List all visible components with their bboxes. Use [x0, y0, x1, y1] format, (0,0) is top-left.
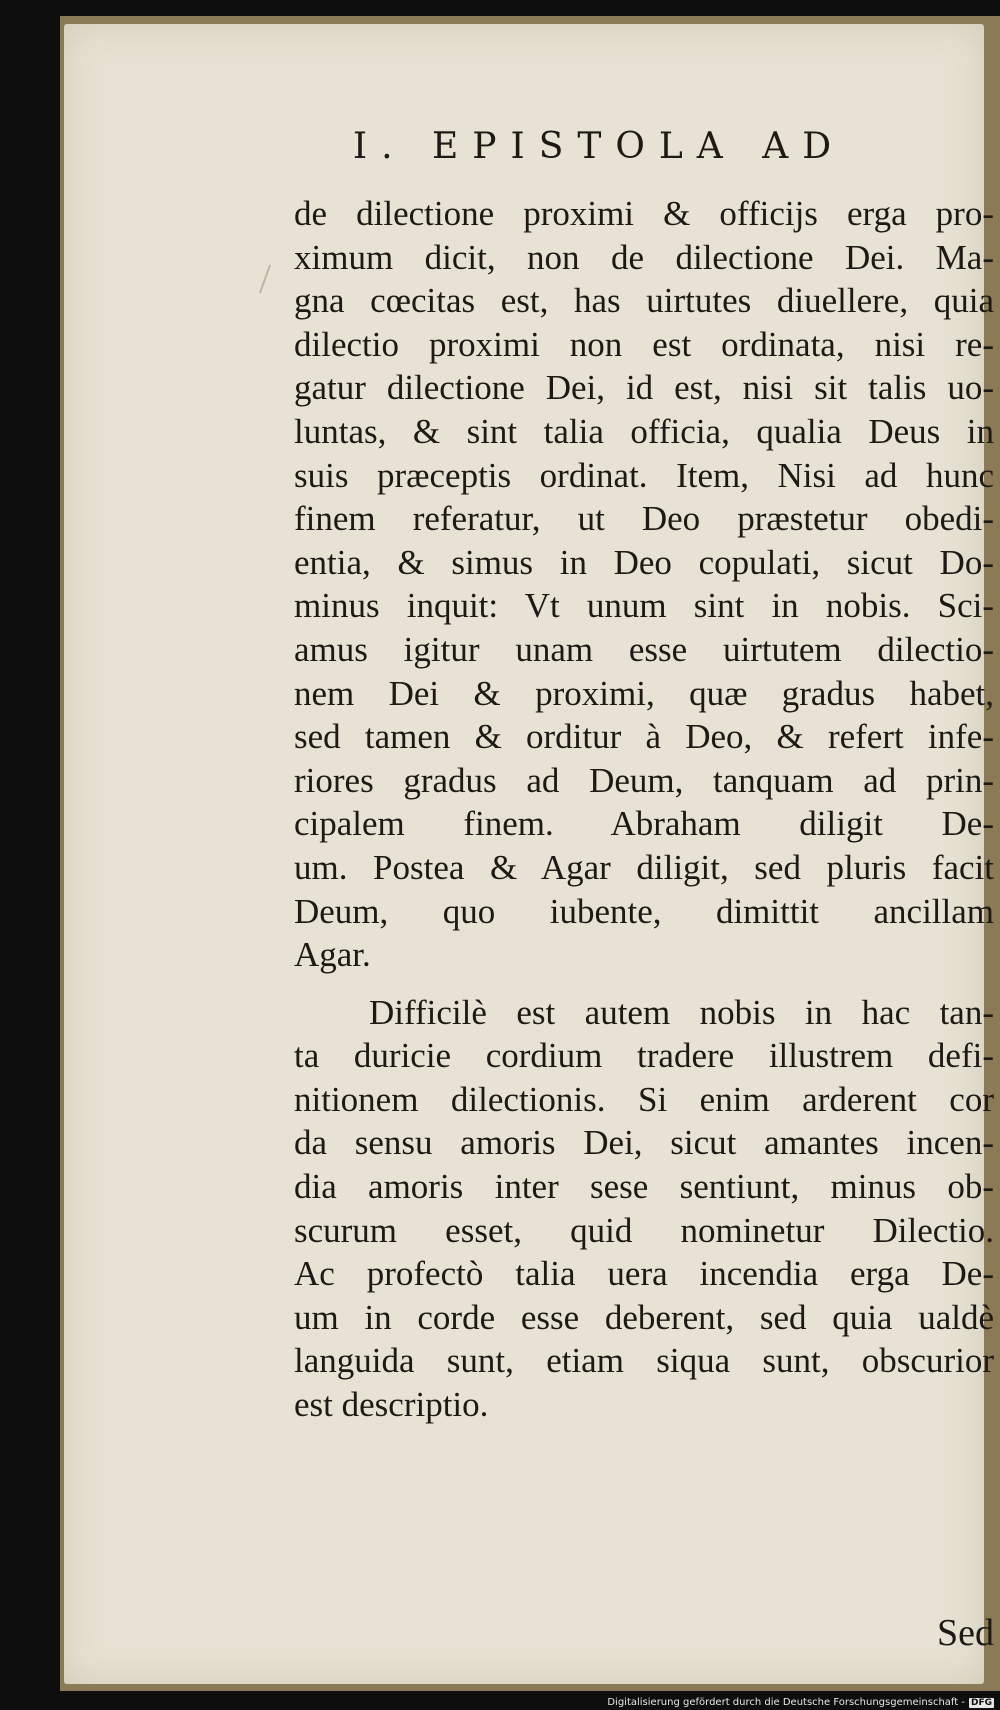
text-line: ta duricie cordium tradere illustrem defi- [294, 1036, 994, 1076]
text-line: ximum dicit, non de dilectione Dei. Ma- [294, 237, 994, 277]
text-line: gna cœcitas est, has uirtutes diuellere, quia [294, 281, 994, 321]
text-line: minus inquit: Vt unum sint in nobis. Sci- [294, 586, 994, 626]
text-line: languida sunt, etiam siqua sunt, obscurior [294, 1341, 994, 1381]
text-line: dia amoris inter sese sentiunt, minus ob- [294, 1167, 994, 1207]
text-line: da sensu amoris Dei, sicut amantes incen- [294, 1123, 994, 1163]
paragraph-2 [294, 991, 994, 1427]
text-line: nitionem dilectionis. Si enim arderent cor [294, 1079, 994, 1119]
paragraph-gap [294, 977, 994, 991]
book-page [64, 24, 994, 1684]
text-block [294, 192, 994, 1654]
text-line: Difficilè est autem nobis in hac tan- [369, 992, 994, 1032]
text-line: Agar. [294, 935, 371, 975]
text-line: de dilectione proximi & officijs erga pro- [294, 194, 994, 233]
text-line: est descriptio. [294, 1385, 489, 1425]
catchword: Sed [937, 1612, 994, 1654]
text-line: luntas, & sint talia officia, qualia Deus in [294, 411, 994, 451]
text-line: riores gradus ad Deum, tanquam ad prin- [294, 760, 994, 800]
text-line: um in corde esse deberent, sed quia ualdè [294, 1297, 994, 1337]
footer-credit: Digitalisierung gefördert durch die Deutsche Forschungsgemeinschaft - [607, 1697, 965, 1708]
text-line: finem referatur, ut Deo præstetur obedi- [294, 499, 994, 539]
text-line: nem Dei & proximi, quæ gradus habet, [294, 673, 994, 713]
text-line: suis præceptis ordinat. Item, Nisi ad hunc [294, 455, 994, 495]
text-line: Deum, quo iubente, dimittit ancillam [294, 891, 994, 931]
text-line: scurum esset, quid nominetur Dilectio. [294, 1210, 994, 1250]
text-line: um. Postea & Agar diligit, sed pluris facit [294, 847, 994, 887]
paragraph-1 [294, 192, 994, 977]
text-line: amus igitur unam esse uirtutem dilectio- [294, 629, 994, 669]
running-head: I. EPISTOLA AD [352, 126, 846, 167]
text-line: gatur dilectione Dei, id est, nisi sit talis uo- [294, 368, 994, 408]
digitization-footer [607, 1697, 994, 1708]
text-line: entia, & simus in Deo copulati, sicut Do- [294, 542, 994, 582]
text-line: Ac profectò talia uera incendia erga De- [294, 1254, 994, 1294]
margin-mark [259, 265, 271, 294]
text-line: dilectio proximi non est ordinata, nisi re- [294, 324, 994, 364]
text-line: sed tamen & orditur à Deo, & refert infe- [294, 717, 994, 757]
dfg-logo: DFG [970, 1697, 992, 1708]
text-line: cipalem finem. Abraham diligit De- [294, 804, 994, 844]
